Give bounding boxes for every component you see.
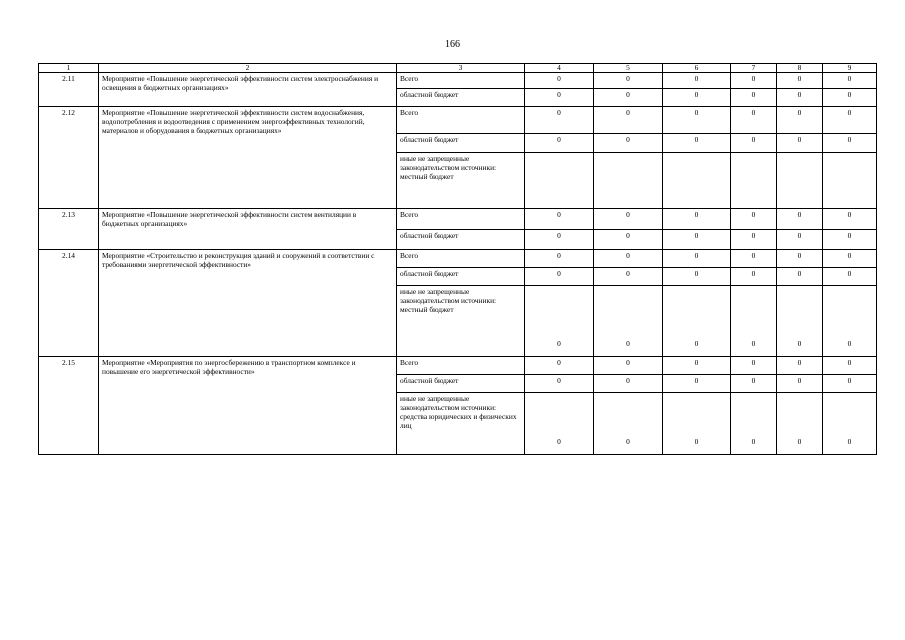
col-header-9: 9 (823, 64, 877, 73)
value-cell: 0 (823, 73, 877, 89)
value-cell: 0 (594, 134, 663, 153)
source-other (397, 286, 525, 357)
value-cell: 0 (777, 250, 823, 268)
value-cell (525, 153, 594, 209)
value-cell: 0 (594, 73, 663, 89)
value-cell: 0 (525, 250, 594, 268)
value-cell: 0 (594, 250, 663, 268)
value-cell: 0 (823, 107, 877, 134)
value-cell (731, 153, 777, 209)
source-local-label: местный бюджет (400, 305, 454, 315)
value-cell: 0 (525, 230, 594, 250)
source-regional: областной бюджет (397, 89, 525, 107)
col-header-3: 3 (397, 64, 525, 73)
program-table (38, 63, 877, 455)
value-cell: 0 (594, 209, 663, 230)
value-cell: 0 (823, 250, 877, 268)
table-row (39, 250, 877, 268)
value-cell: 0 (731, 89, 777, 107)
value-cell: 0 (525, 134, 594, 153)
col-header-6: 6 (663, 64, 731, 73)
table-row (39, 107, 877, 134)
value-cell (823, 153, 877, 209)
value-cell: 0 (525, 107, 594, 134)
value-cell: 0 (594, 375, 663, 393)
source-other (397, 393, 525, 455)
value-cell (777, 153, 823, 209)
value-cell: 0 (823, 134, 877, 153)
value-cell: 0 (663, 107, 731, 134)
value-cell: 0 (594, 107, 663, 134)
value-cell: 0 (777, 268, 823, 286)
value-cell (594, 153, 663, 209)
value-cell: 0 (594, 393, 663, 455)
value-cell: 0 (777, 357, 823, 375)
measure-title: Мероприятие «Повышение энергетической эффективности систем водоснабжения, водопотребления и водоотведения с применением энергоэффективных технологий, материалов и оборудования в бюджетных организациях» (99, 107, 397, 209)
value-cell: 0 (594, 230, 663, 250)
row-number: 2.11 (39, 73, 99, 107)
source-other (397, 153, 525, 209)
value-cell: 0 (731, 230, 777, 250)
value-cell: 0 (731, 73, 777, 89)
value-cell (663, 153, 731, 209)
value-cell: 0 (777, 73, 823, 89)
source-total: Всего (397, 250, 525, 268)
source-other-label: иные не запрещенные законодательством источники: (400, 394, 497, 413)
value-cell: 0 (777, 375, 823, 393)
measure-title: Мероприятие «Повышение энергетической эффективности систем электроснабжения и освещения в бюджетных организациях» (99, 73, 397, 107)
value-cell: 0 (777, 286, 823, 357)
source-other-label: иные не запрещенные законодательством источники: (400, 287, 497, 306)
value-cell: 0 (731, 286, 777, 357)
value-cell: 0 (823, 375, 877, 393)
measure-title: Мероприятие «Мероприятия по энергосбережению в транспортном комплексе и повышение его энергетической эффективности» (99, 357, 397, 455)
row-number: 2.13 (39, 209, 99, 250)
source-total: Всего (397, 357, 525, 375)
value-cell: 0 (663, 73, 731, 89)
value-cell: 0 (731, 107, 777, 134)
source-regional: областной бюджет (397, 268, 525, 286)
col-header-1: 1 (39, 64, 99, 73)
value-cell: 0 (525, 286, 594, 357)
value-cell: 0 (525, 268, 594, 286)
value-cell: 0 (525, 73, 594, 89)
table-row (39, 73, 877, 89)
value-cell: 0 (777, 393, 823, 455)
source-other-label: иные не запрещенные законодательством источники: (400, 154, 497, 173)
value-cell: 0 (823, 89, 877, 107)
value-cell: 0 (777, 134, 823, 153)
source-regional: областной бюджет (397, 375, 525, 393)
value-cell: 0 (594, 357, 663, 375)
row-number: 2.15 (39, 357, 99, 455)
value-cell: 0 (525, 375, 594, 393)
value-cell: 0 (663, 134, 731, 153)
value-cell: 0 (663, 375, 731, 393)
value-cell: 0 (823, 286, 877, 357)
table-row (39, 209, 877, 230)
value-cell: 0 (731, 250, 777, 268)
source-total: Всего (397, 73, 525, 89)
col-header-8: 8 (777, 64, 823, 73)
col-header-2: 2 (99, 64, 397, 73)
measure-title: Мероприятие «Повышение энергетической эффективности систем вентиляции в бюджетных организациях» (99, 209, 397, 250)
value-cell: 0 (663, 357, 731, 375)
value-cell: 0 (525, 209, 594, 230)
value-cell: 0 (731, 357, 777, 375)
col-header-7: 7 (731, 64, 777, 73)
value-cell: 0 (823, 230, 877, 250)
value-cell: 0 (525, 393, 594, 455)
value-cell: 0 (663, 393, 731, 455)
value-cell: 0 (731, 375, 777, 393)
source-total: Всего (397, 209, 525, 230)
value-cell: 0 (731, 209, 777, 230)
value-cell: 0 (663, 230, 731, 250)
value-cell: 0 (594, 268, 663, 286)
source-local-label: местный бюджет (400, 172, 454, 182)
source-regional: областной бюджет (397, 230, 525, 250)
value-cell: 0 (663, 250, 731, 268)
value-cell: 0 (525, 357, 594, 375)
value-cell: 0 (663, 89, 731, 107)
page-number: 166 (445, 39, 460, 50)
value-cell: 0 (777, 89, 823, 107)
value-cell: 0 (777, 230, 823, 250)
value-cell: 0 (663, 286, 731, 357)
value-cell: 0 (594, 286, 663, 357)
value-cell: 0 (731, 268, 777, 286)
header-row (39, 64, 877, 73)
col-header-4: 4 (525, 64, 594, 73)
value-cell: 0 (823, 357, 877, 375)
source-total: Всего (397, 107, 525, 134)
row-number: 2.12 (39, 107, 99, 209)
measure-title: Мероприятие «Строительство и реконструкция зданий и сооружений в соответствии с требованиями энергетической эффективности» (99, 250, 397, 357)
value-cell: 0 (731, 393, 777, 455)
source-regional: областной бюджет (397, 134, 525, 153)
table-row (39, 357, 877, 375)
col-header-5: 5 (594, 64, 663, 73)
value-cell: 0 (663, 268, 731, 286)
value-cell: 0 (525, 89, 594, 107)
value-cell: 0 (777, 209, 823, 230)
value-cell: 0 (594, 89, 663, 107)
source-legal-label: средства юридических и физических лиц (400, 412, 517, 431)
value-cell: 0 (823, 209, 877, 230)
value-cell: 0 (663, 209, 731, 230)
value-cell: 0 (777, 107, 823, 134)
value-cell: 0 (823, 268, 877, 286)
row-number: 2.14 (39, 250, 99, 357)
value-cell: 0 (731, 134, 777, 153)
value-cell: 0 (823, 393, 877, 455)
